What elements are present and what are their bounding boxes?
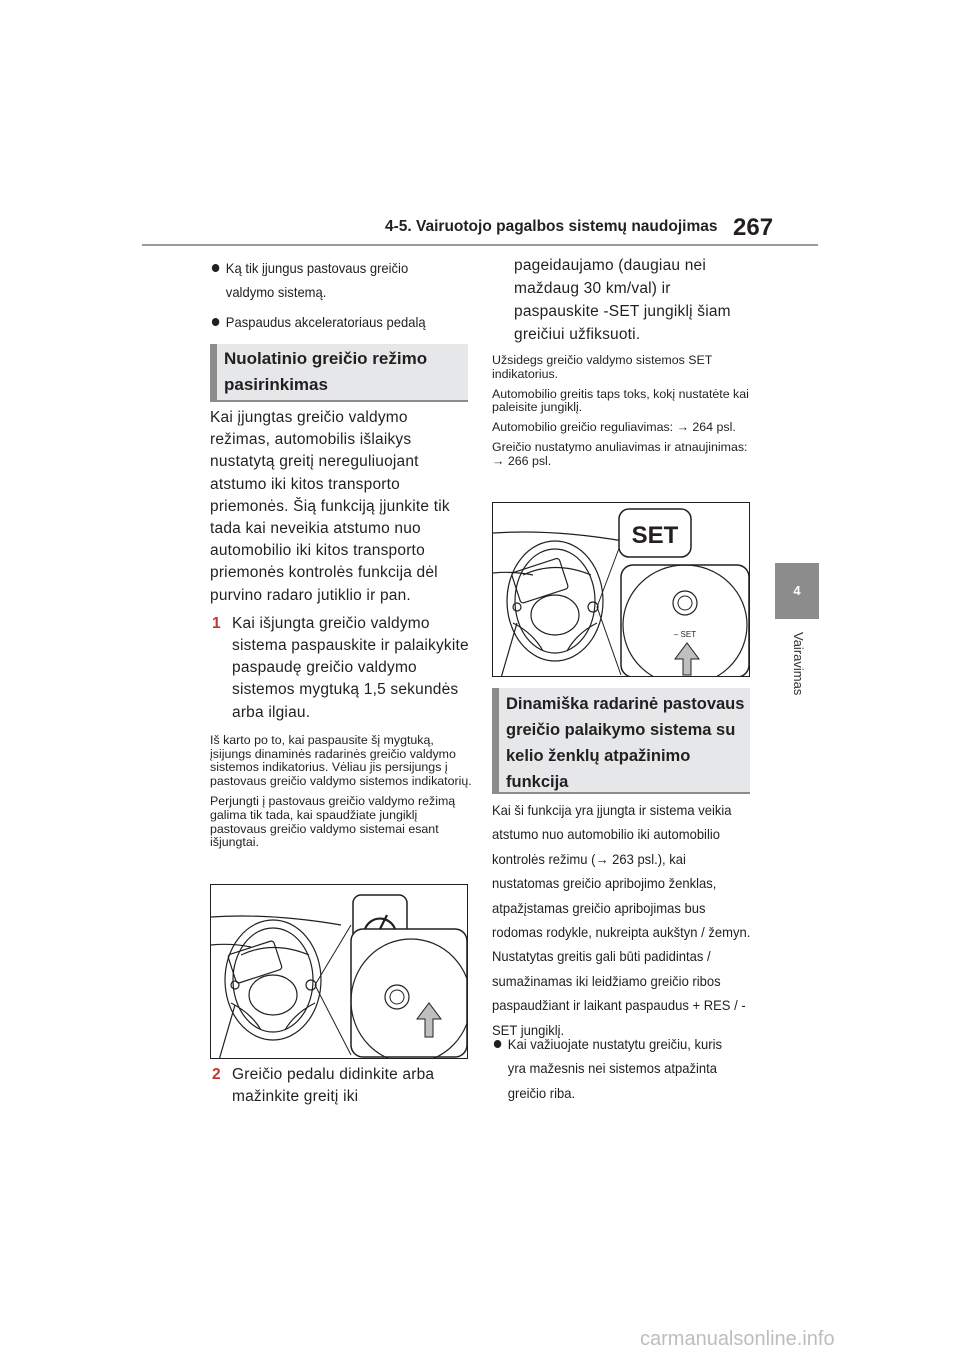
heading-bar: [210, 344, 217, 400]
dashboard-drawing: [493, 503, 750, 677]
chapter-label-text: Vairavimas: [791, 632, 806, 696]
right-body: [492, 798, 754, 1105]
watermark: carmanualsonline.info: [640, 1328, 835, 1350]
step-2-continued: pageidaujamo (daugiau nei maždaug 30 km/val) ir paspauskite -SET jungiklį šiam greičiui užfiksuoti.: [514, 257, 731, 343]
header-divider: [142, 244, 818, 246]
set-button-label: – SET: [673, 630, 697, 639]
bullet-item: Kai važiuojate nustatytu greičiu, kuris yra mažesnis nei sistemos atpažinta greičio riba.: [492, 1032, 743, 1105]
page-number: 267: [733, 214, 774, 241]
dashboard-drawing: [211, 885, 468, 1059]
step-text: Kai išjungta greičio valdymo sistema paspauskite ir palaikykite paspaudę greičio valdymo sistemos mygtuką 1,5 sekundės arba ilgiau.: [232, 614, 469, 721]
section-heading-dynamic-radar: [492, 688, 750, 794]
chapter-label: [788, 632, 808, 732]
set-callout-label: SET: [631, 522, 679, 549]
note-paragraph: Automobilio greitis taps toks, kokį nustatėte kai paleisite jungiklį.: [492, 386, 749, 415]
chapter-number: 4: [793, 583, 801, 598]
note-paragraph: Perjungti į pastovaus greičio valdymo režimą galima tik tada, kai spaudžiate jungiklį pastovaus greičio valdymo sistemai esant išjungtai.: [210, 794, 456, 850]
left-column: [210, 256, 470, 334]
right-column: [492, 254, 750, 469]
feature-paragraph: Kai ši funkcija yra įjungta ir sistema veikia atstumo nuo automobilio iki automobilio kontrolės režimu (→ 263 psl.), kai nustatomas greičio apribojimo ženklas, atpažįstamas greičio apribojimas bus rodomas rodykle, nukreipta aukštyn / žemyn. Nustatytas greitis gali būti padidintas / sumažinamas iki leidžiamo greičio ribos paspaudžiant ir laikant paspaudus + RES / - SET jungiklį.: [492, 802, 751, 1038]
step-text: Greičio pedalu didinkite arba mažinkite greitį iki: [232, 1066, 435, 1106]
section-heading-constant-speed: [210, 344, 468, 402]
left-step2: [210, 1064, 472, 1108]
note-paragraph: Automobilio greičio reguliavimas: → 264 psl.: [492, 420, 736, 435]
note-paragraph: Užsidegs greičio valdymo sistemos SET indikatorius.: [492, 353, 713, 381]
set-switch-illustration: [492, 502, 750, 677]
chapter-tab[interactable]: [775, 563, 819, 619]
step-1: [210, 613, 472, 724]
note-paragraph: Iš karto po to, kai paspausite šį mygtuką, įsijungs dinaminės radarinės greičio valdymo sistemos indikatorius. Vėliau jis persijungs į pastovaus greičio valdymo sistemos indikatorių.: [210, 732, 472, 789]
left-body: [210, 407, 472, 850]
note-paragraph: Greičio nustatymo anuliavimas ir atnaujinimas: → 266 psl.: [492, 439, 748, 468]
bullet-item: Ką tik įjungus pastovaus greičio valdymo sistemą.: [210, 256, 452, 304]
step-2: [210, 1064, 472, 1108]
steering-wheel-illustration: [210, 884, 468, 1059]
step-number: 1: [212, 614, 221, 632]
intro-paragraph: Kai įjungtas greičio valdymo režimas, automobilis išlaikys nustatytą greitį nereguliuojant atstumo iki kitos transporto priemonės. Šią funkciją įjunkite tik tada kai neveikia atstumo nuo automobilio iki kitos transporto priemonės kontrolės funkcija dėl purvino radaro jutiklio ir pan.: [210, 409, 450, 604]
step-number: 2: [212, 1066, 221, 1083]
section-title: Dinamiška radarinė pastovaus greičio palaikymo sistema su kelio ženklų atpažinimo funkcija: [506, 695, 745, 791]
bullet-item: Paspaudus akceleratoriaus pedalą: [210, 310, 470, 334]
section-title: Nuolatinio greičio režimo pasirinkimas: [224, 349, 428, 394]
heading-bar: [492, 688, 499, 792]
section-header: 4-5. Vairuotojo pagalbos sistemų naudojimas: [385, 218, 718, 235]
